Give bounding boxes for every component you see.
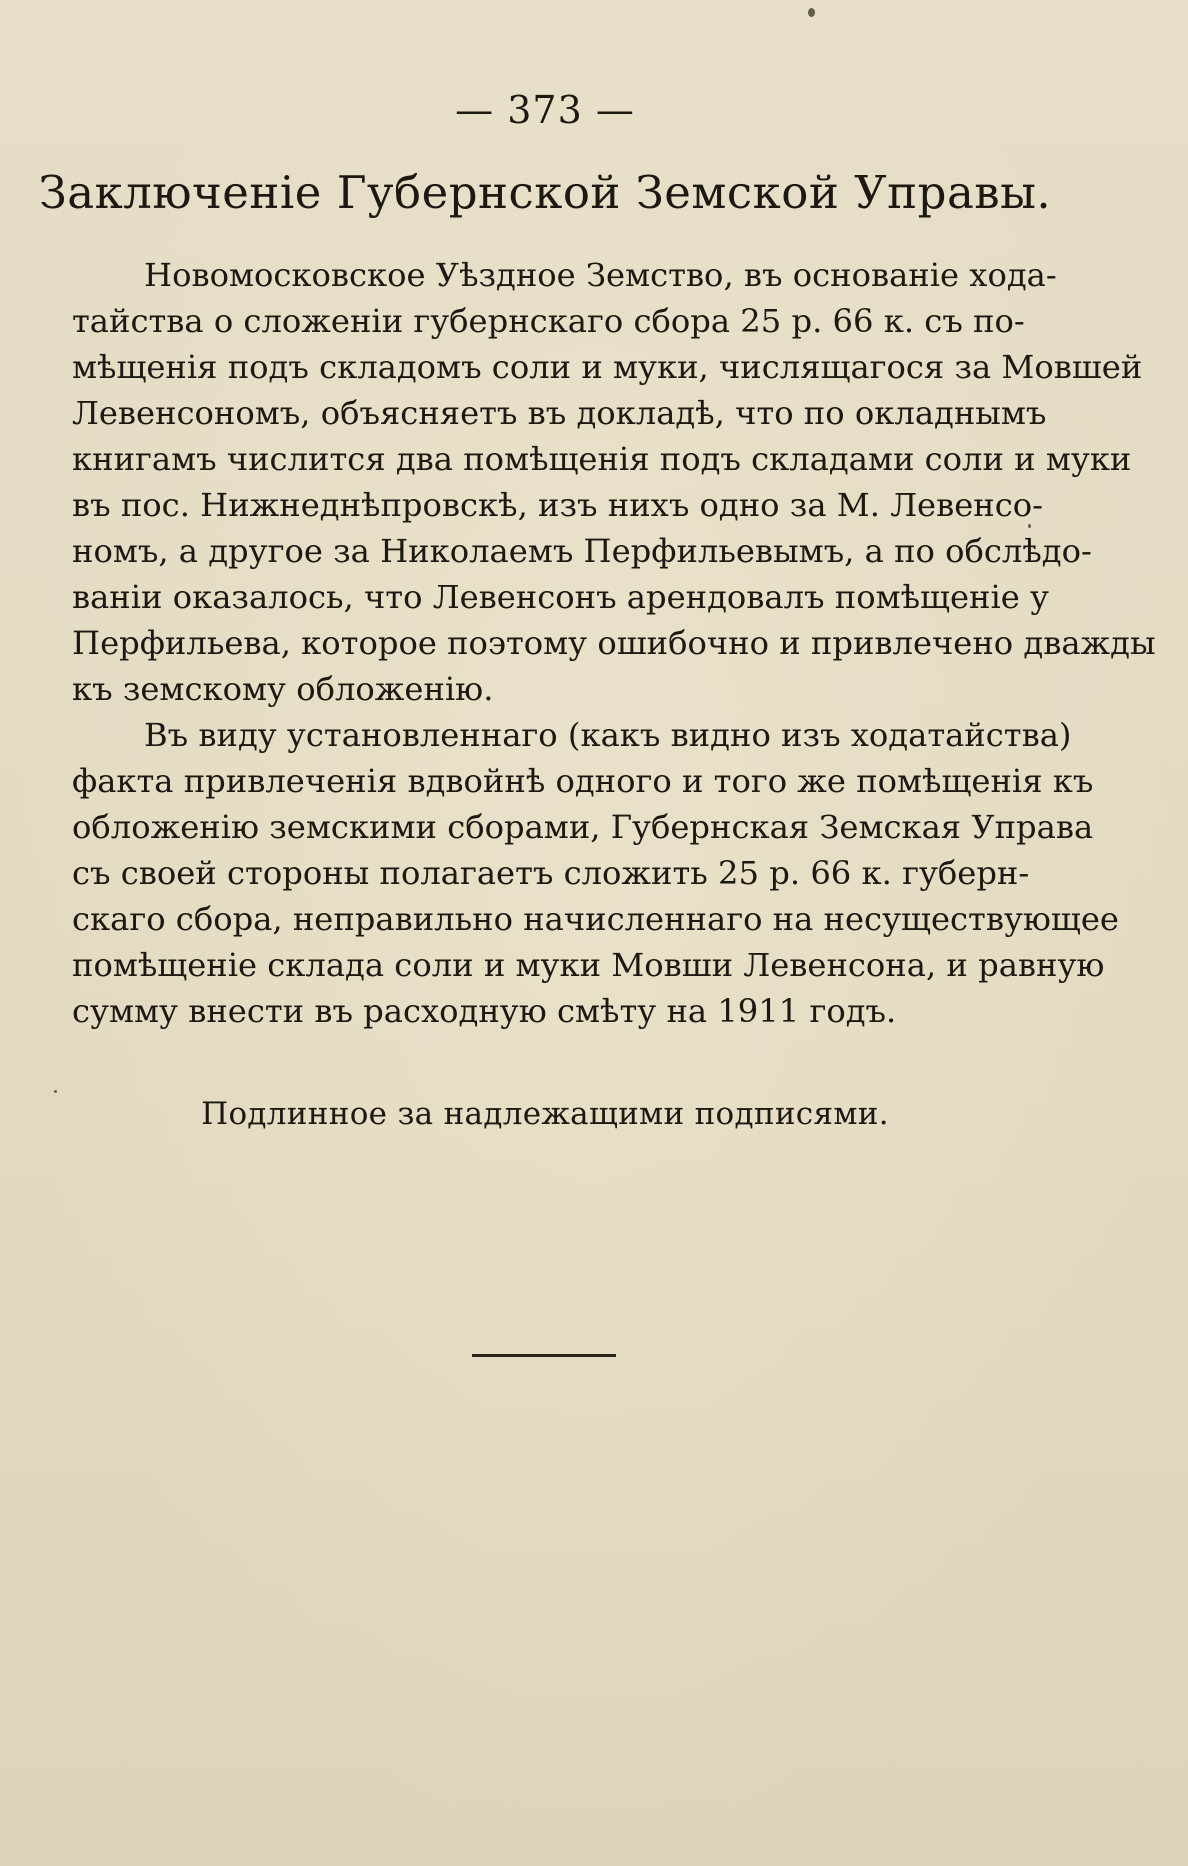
body-line: Перфильева, которое поэтому ошибочно и привлечено дважды (72, 624, 1156, 662)
body-line: помѣщеніе склада соли и муки Мовши Левенсона, и равную (72, 946, 1105, 984)
body-line: Новомосковское Уѣздное Земство, въ основаніе хода- (144, 256, 1057, 294)
end-rule (472, 1354, 616, 1357)
body-line: Левенсономъ, объясняетъ въ докладѣ, что по окладнымъ (72, 394, 1047, 432)
scan-speck (808, 8, 815, 17)
body-text (72, 252, 1156, 1034)
scan-speck (1028, 524, 1031, 528)
document-title: Заключеніе Губернской Земской Управы. (38, 166, 1052, 219)
body-line: Въ виду установленнаго (какъ видно изъ ходатайства) (144, 716, 1072, 754)
body-line: въ пос. Нижнеднѣпровскѣ, изъ нихъ одно за М. Левенсо- (72, 486, 1044, 524)
body-line: тайства о сложеніи губернскаго сбора 25 р. 66 к. съ по- (72, 302, 1025, 340)
scan-speck (54, 1090, 57, 1093)
closing-note: Подлинное за надлежащими подписями. (201, 1096, 889, 1132)
body-line: ваніи оказалось, что Левенсонъ арендовалъ помѣщеніе у (72, 578, 1049, 616)
body-line: мѣщенія подъ складомъ соли и муки, числящагося за Мовшей (72, 348, 1143, 386)
body-line: сумму внести въ расходную смѣту на 1911 годъ. (72, 992, 897, 1030)
body-line: обложенію земскими сборами, Губернская Земская Управа (72, 808, 1094, 846)
body-line: книгамъ числится два помѣщенія подъ складами соли и муки (72, 440, 1132, 478)
body-line: факта привлеченія вдвойнѣ одного и того же помѣщенія къ (72, 762, 1094, 800)
body-line: номъ, а другое за Николаемъ Перфильевымъ, а по обслѣдо- (72, 532, 1092, 570)
body-line: скаго сбора, неправильно начисленнаго на несуществующее (72, 900, 1119, 938)
body-line: съ своей стороны полагаетъ сложить 25 р. 66 к. губерн- (72, 854, 1030, 892)
body-line: къ земскому обложенію. (72, 670, 494, 708)
page-number: — 373 — (455, 88, 635, 132)
